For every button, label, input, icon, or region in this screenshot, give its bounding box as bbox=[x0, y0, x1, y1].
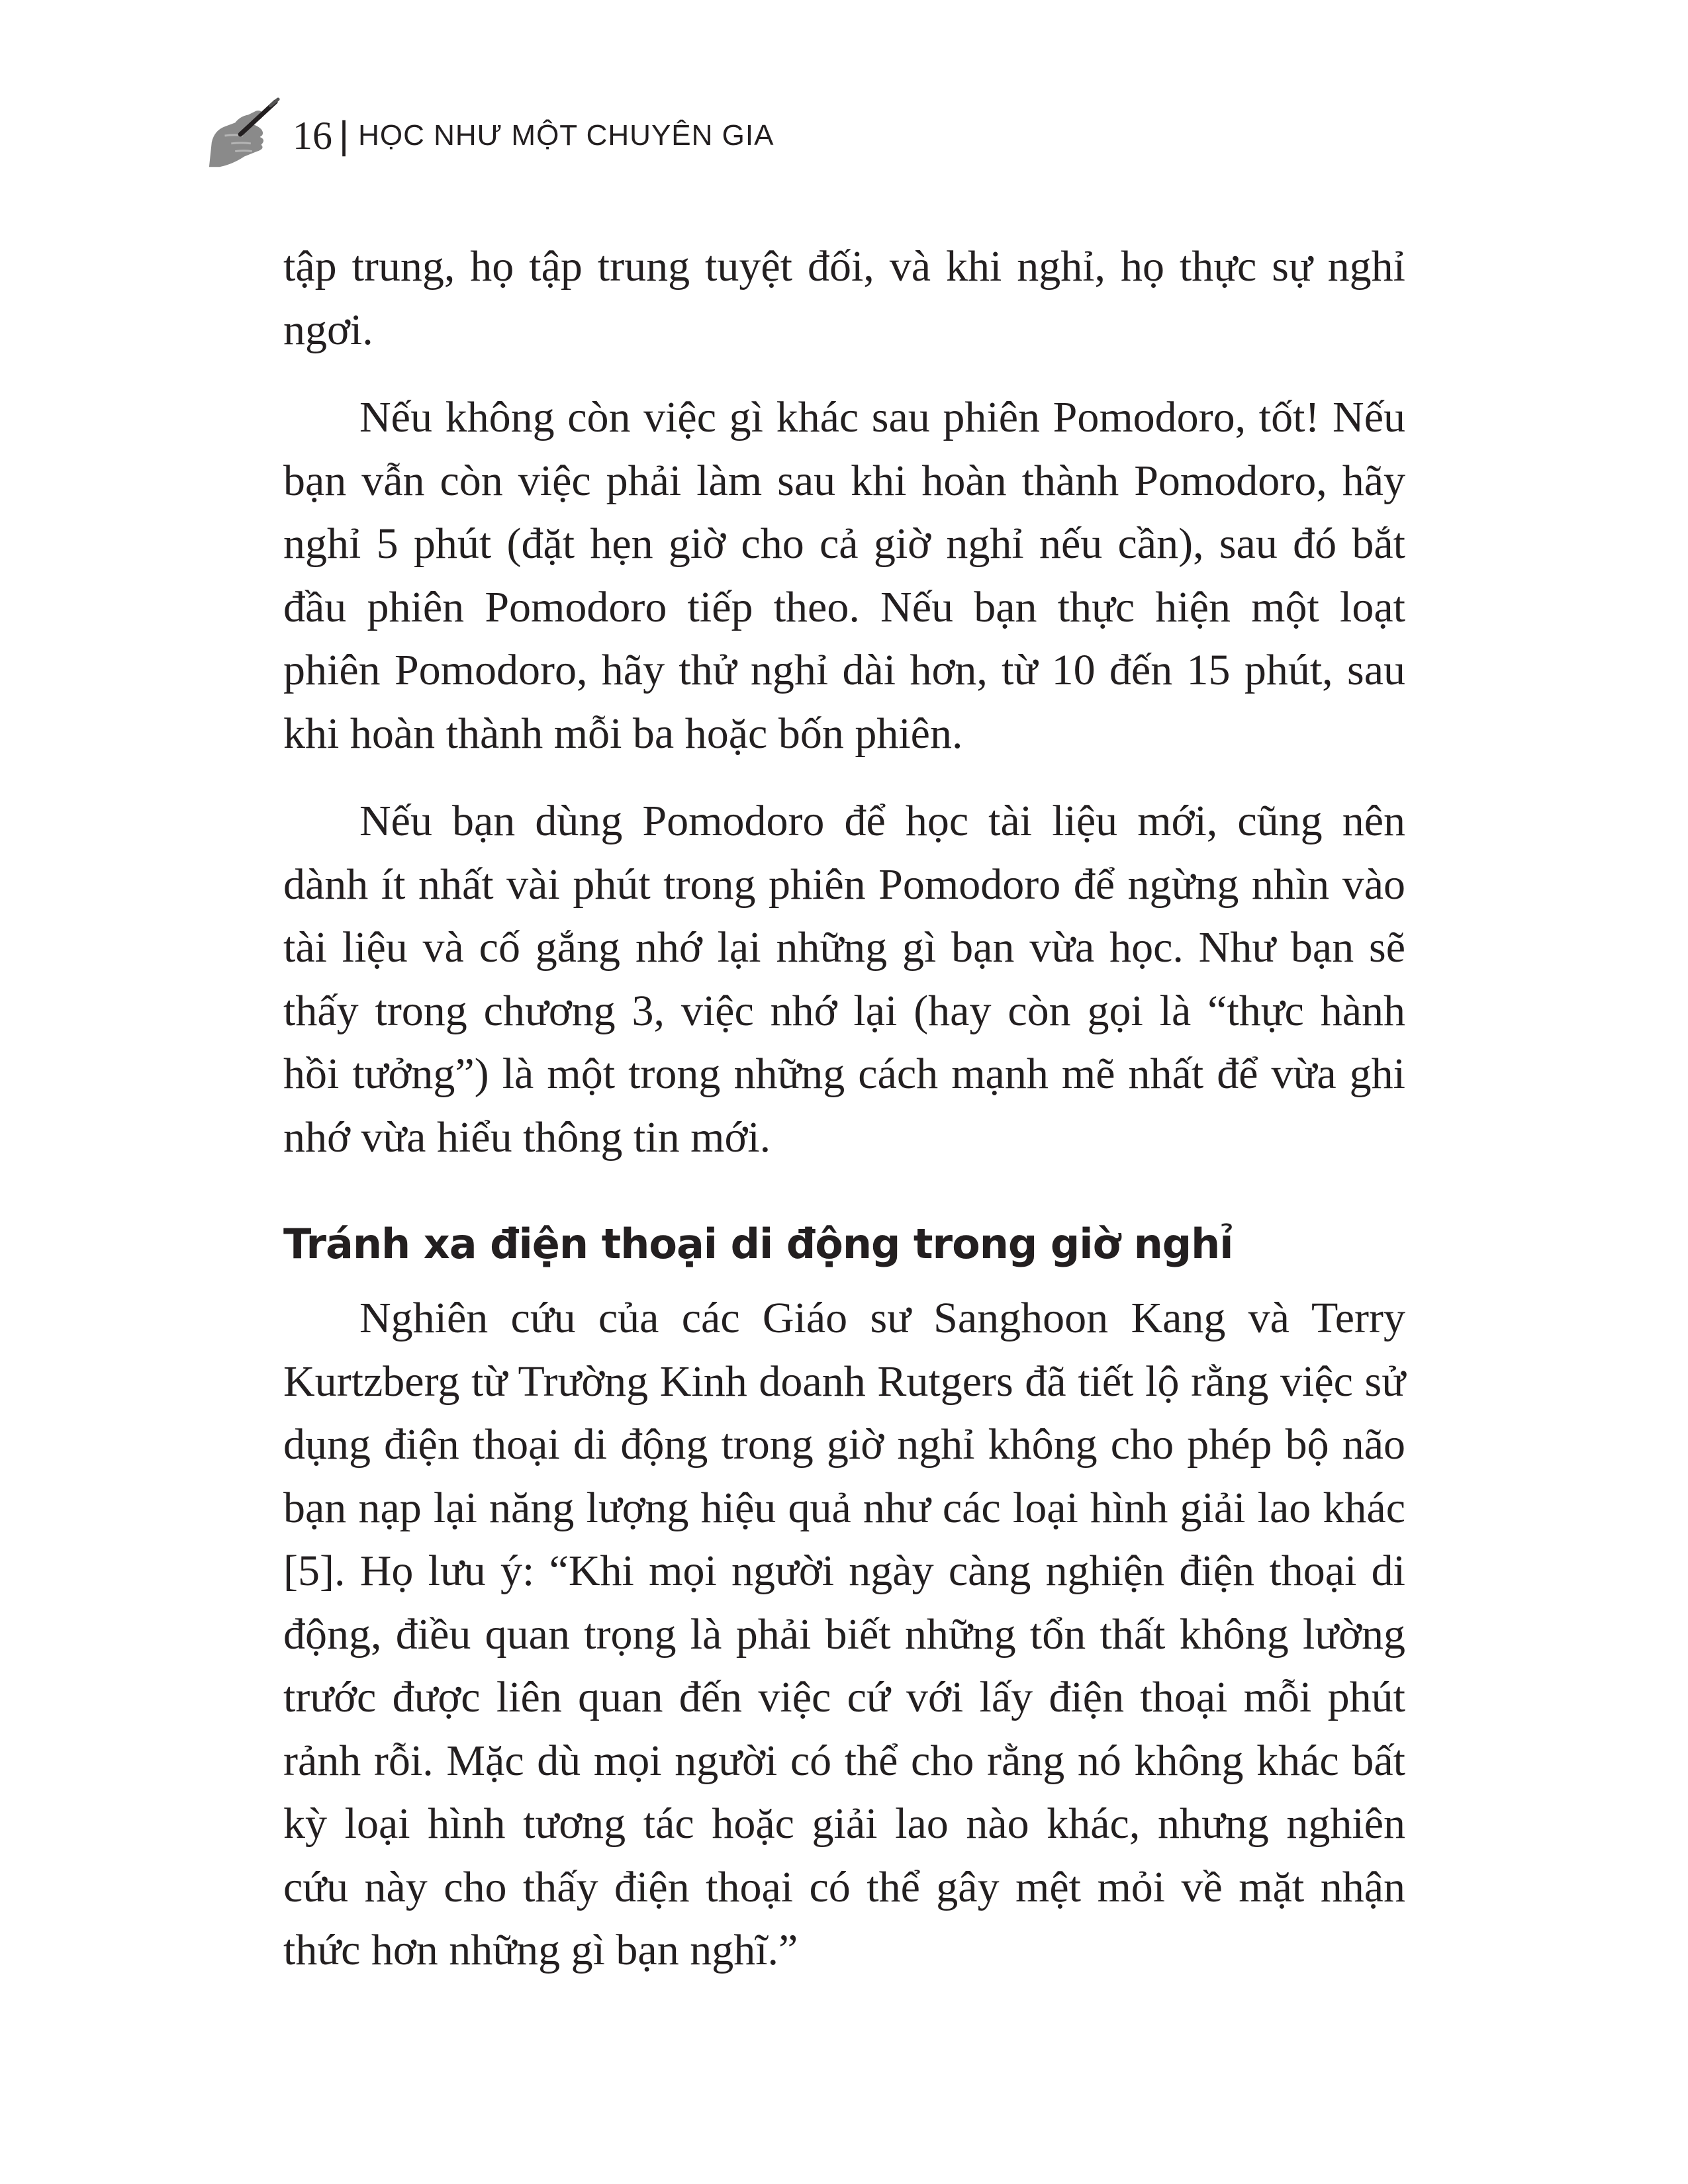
book-title: HỌC NHƯ MỘT CHUYÊN GIA bbox=[358, 119, 774, 152]
header-separator: | bbox=[339, 114, 350, 157]
paragraph-3: Nếu bạn dùng Pomodoro để học tài liệu mới, cũng nên dành ít nhất vài phút trong phiên Pomodoro để ngừng nhìn vào tài liệu và cố gắng nhớ lại những gì bạn vừa học. Như bạn sẽ thấy trong chương 3, việc nhớ lại (hay còn gọi là “thực hành hồi tưởng”) là một trong những cách mạnh mẽ nhất để vừa ghi nhớ vừa hiểu thông tin mới. bbox=[283, 797, 1405, 1161]
section-heading: Tránh xa điện thoại di động trong giờ nghỉ bbox=[283, 1220, 1233, 1268]
paragraph-1: tập trung, họ tập trung tuyệt đối, và khi nghỉ, họ thực sự nghỉ ngơi. bbox=[283, 242, 1405, 354]
paragraph-4: Nghiên cứu của các Giáo sư Sanghoon Kang và Terry Kurtzberg từ Trường Kinh doanh Rutgers đã tiết lộ rằng việc sử dụng điện thoại di động trong giờ nghỉ không cho phép bộ não bạn nạp lại năng lượng hiệu quả như các loại hình giải lao khác [5]. Họ lưu ý: “Khi mọi người ngày càng nghiện điện thoại di động, điều quan trọng là phải biết những tổn thất không lường trước được liên quan đến việc cứ với lấy điện thoại mỗi phút rảnh rỗi. Mặc dù mọi người có thể cho rằng nó không khác bất kỳ loại hình tương tác hoặc giải lao nào khác, nhưng nghiên cứu này cho thấy điện thoại có thể gây mệt mỏi về mặt nhận thức hơn những gì bạn nghĩ.” bbox=[283, 1294, 1405, 1974]
hand-holding-pen-icon bbox=[205, 97, 283, 175]
page-number: 16 bbox=[293, 114, 332, 158]
running-header bbox=[205, 93, 774, 179]
page-body bbox=[283, 235, 1405, 1982]
paragraph-2: Nếu không còn việc gì khác sau phiên Pomodoro, tốt! Nếu bạn vẫn còn việc phải làm sau khi hoàn thành Pomodoro, hãy nghỉ 5 phút (đặt hẹn giờ cho cả giờ nghỉ nếu cần), sau đó bắt đầu phiên Pomodoro tiếp theo. Nếu bạn thực hiện một loạt phiên Pomodoro, hãy thử nghỉ dài hơn, từ 10 đến 15 phút, sau khi hoàn thành mỗi ba hoặc bốn phiên. bbox=[283, 393, 1405, 758]
